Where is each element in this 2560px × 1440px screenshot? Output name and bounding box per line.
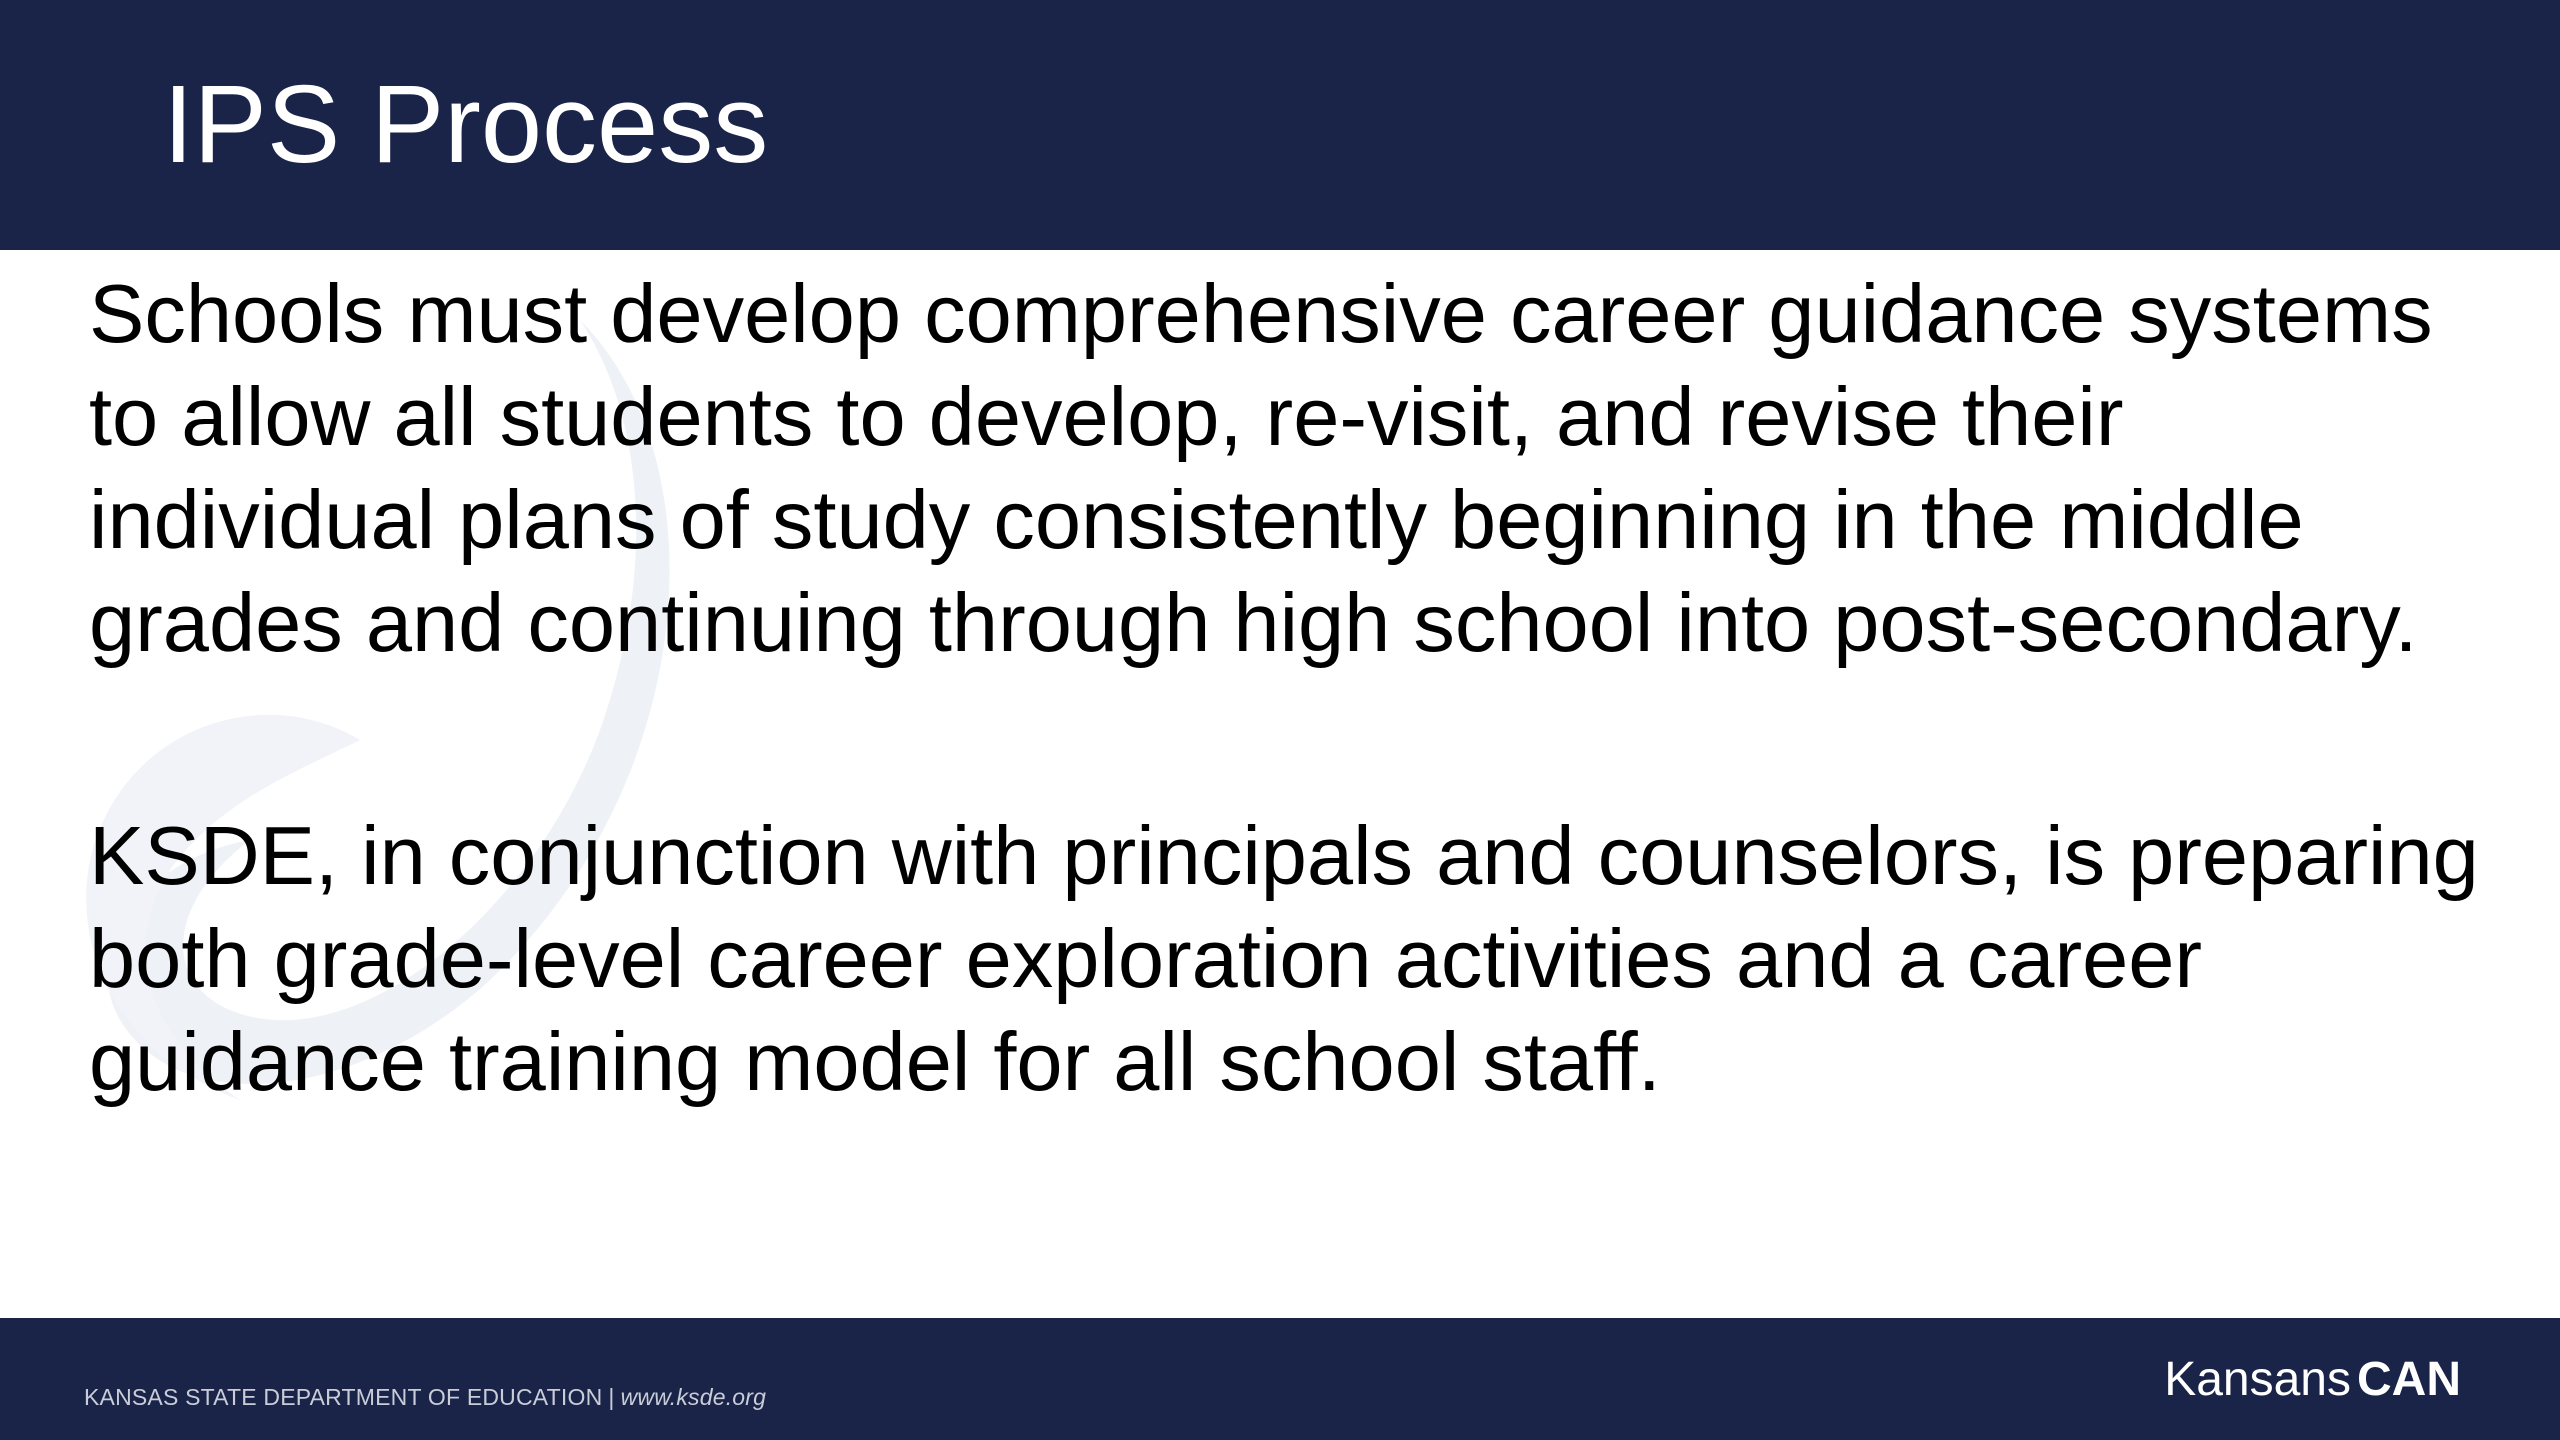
footer-credit — [84, 1384, 766, 1411]
header-bar — [0, 0, 2560, 250]
footer-bar — [0, 1318, 2560, 1440]
footer-organization: KANSAS STATE DEPARTMENT OF EDUCATION — [84, 1384, 603, 1410]
logo-word-light: Kansans — [2164, 1353, 2351, 1406]
footer-website: www.ksde.org — [620, 1384, 767, 1410]
body-paragraph: Schools must develop comprehensive career guidance systems to allow all students to develop, re-visit, and revise their individual plans of study consistently beginning in the middle grades and continuing through high school into post-secondary. — [89, 267, 2433, 669]
slide-title: IPS Process — [163, 63, 769, 186]
logo-word-bold: CAN — [2357, 1353, 2461, 1406]
body-paragraph: KSDE, in conjunction with principals and counselors, is preparing both grade-level career exploration activities and a career guidance training model for all school staff. — [89, 809, 2479, 1108]
footer-separator: | — [608, 1384, 615, 1410]
slide-body — [89, 262, 2489, 1113]
kansans-can-logo — [2164, 1352, 2461, 1407]
